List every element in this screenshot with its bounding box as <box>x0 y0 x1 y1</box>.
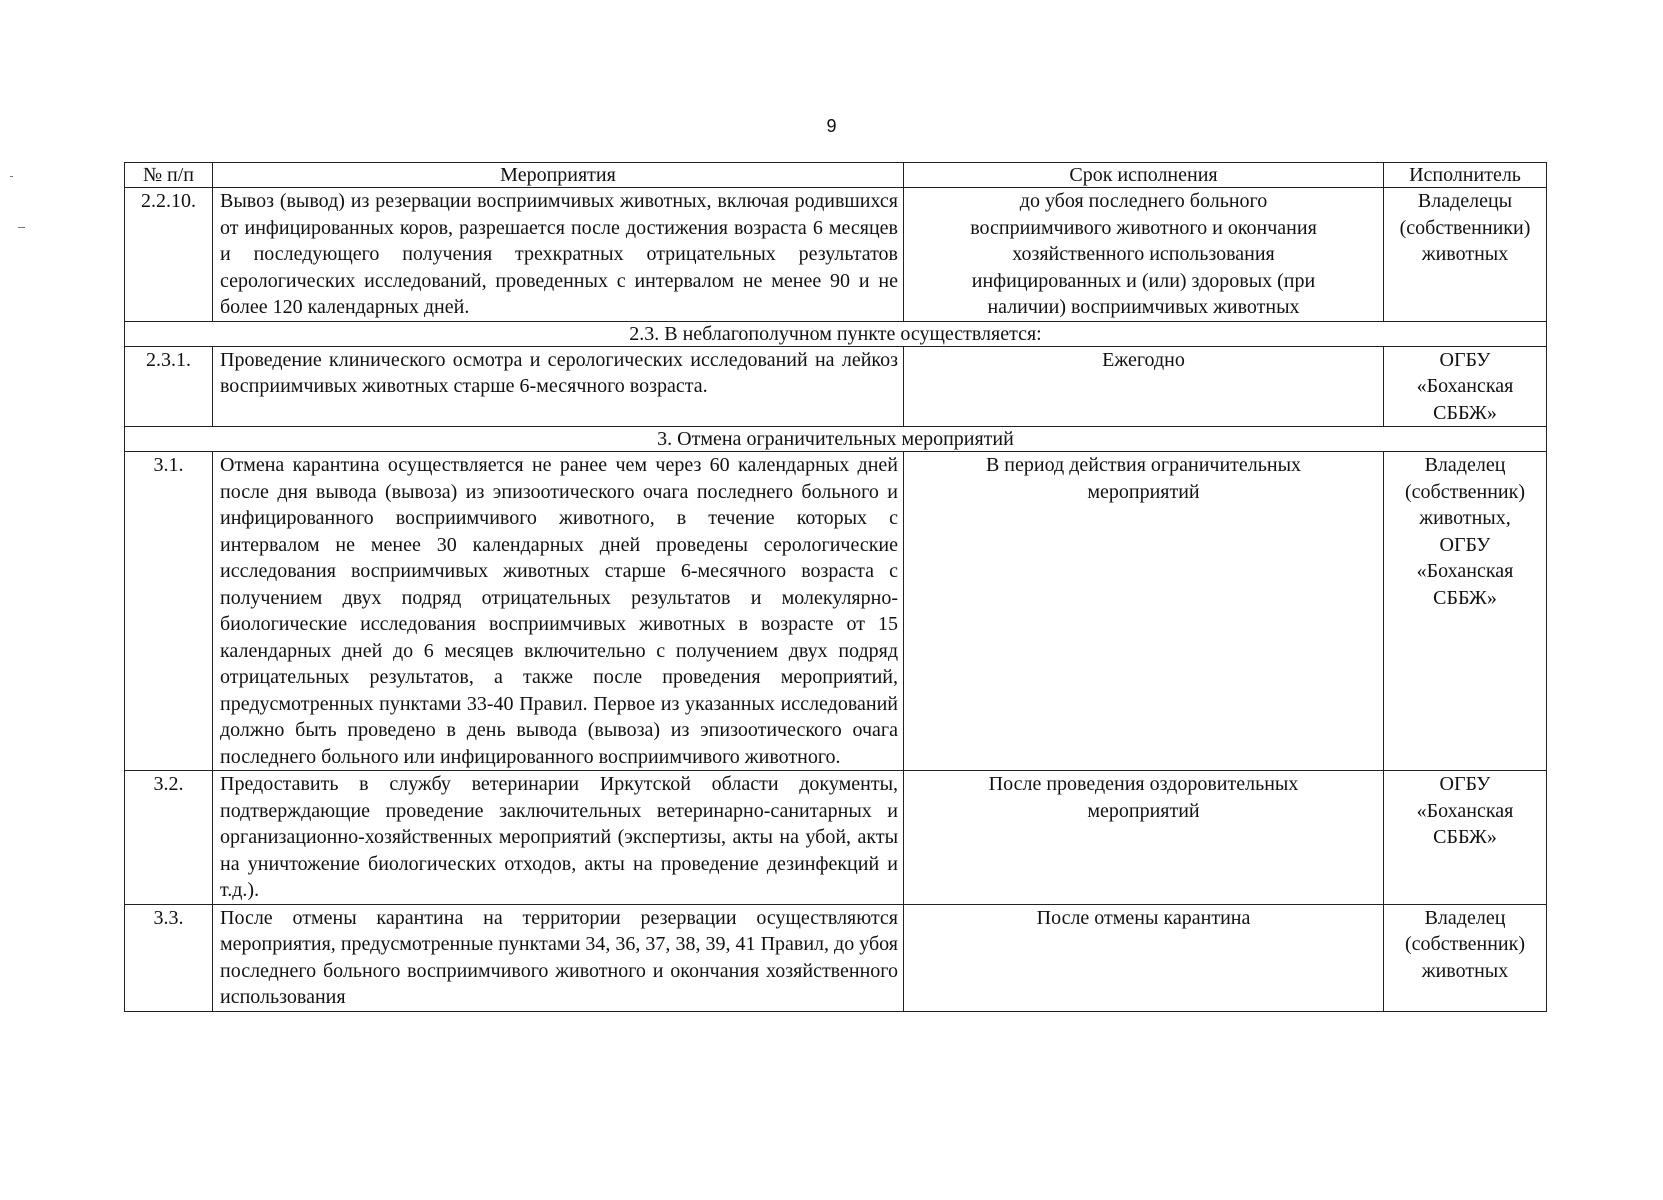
section-heading-row <box>125 321 1547 346</box>
measures-table <box>124 162 1547 1012</box>
table-row <box>125 904 1547 1011</box>
margin-mark <box>18 227 25 228</box>
item-measure: После отмены карантина на территории резервации осуществляются мероприятия, предусмотренные пунктами 34, 36, 37, 38, 39, 41 Правил, до убоя последнего больного восприимчивого животного и окончания хозяйственного использования <box>213 904 904 1011</box>
item-measure: Отмена карантина осуществляется не ранее чем через 60 календарных дней после дня вывода (вывоза) из эпизоотического очага последнего больного и инфицированного восприимчивого животного, в течение которых с интервалом не менее 30 календарных дней проведены серологические исследования восприимчивых животных старше 6-месячного возраста с получением двух подряд отрицательных результатов и молекулярно-биологические исследования восприимчивых животных в возрасте от 15 календарных дней до 6 месяцев включительно с получением двух подряд отрицательных результатов, а также после проведения мероприятий, предусмотренных пунктами 33-40 Правил. Первое из указанных исследований должно быть проведено в день вывода (вывоза) из эпизоотического очага последнего больного или инфицированного восприимчивого животного. <box>213 452 904 771</box>
table-row <box>125 452 1547 771</box>
header-term: Срок исполнения <box>904 163 1384 188</box>
item-executor: ОГБУ «Боханская СББЖ» <box>1384 346 1547 427</box>
item-term: Ежегодно <box>904 346 1384 427</box>
page-number: 9 <box>826 116 837 136</box>
item-term: После отмены карантина <box>904 904 1384 1011</box>
item-measure: Вывоз (вывод) из резервации восприимчивых животных, включая родившихся от инфицированных коров, разрешается после достижения возраста 6 месяцев и последующего получения трехкратных отрицательных результатов серологических исследований, проведенных с интервалом не менее 90 и не более 120 календарных дней. <box>213 188 904 322</box>
item-executor: Владелецы (собственники) животных <box>1384 188 1547 322</box>
section-heading-row <box>125 427 1547 452</box>
header-measures: Мероприятия <box>213 163 904 188</box>
item-measure: Предоставить в службу ветеринарии Иркутской области документы, подтверждающие проведение заключительных ветеринарно-санитарных и организационно-хозяйственных мероприятий (экспертизы, акты на убой, акты на уничтожение биологических отходов, акты на проведение дезинфекций и т.д.). <box>213 771 904 905</box>
item-number: 2.3.1. <box>125 346 213 427</box>
section-heading: 2.3. В неблагополучном пункте осуществляется: <box>125 321 1547 346</box>
table-row <box>125 771 1547 905</box>
item-term: до убоя последнего больного восприимчивого животного и окончания хозяйственного использования инфицированных и (или) здоровых (при наличии) восприимчивых животных <box>904 188 1384 322</box>
header-number: № п/п <box>125 163 213 188</box>
item-executor: Владелец (собственник) животных <box>1384 904 1547 1011</box>
item-number: 3.1. <box>125 452 213 771</box>
table-row <box>125 188 1547 322</box>
item-executor: Владелец (собственник) животных, ОГБУ «Боханская СББЖ» <box>1384 452 1547 771</box>
item-executor: ОГБУ «Боханская СББЖ» <box>1384 771 1547 905</box>
item-measure: Проведение клинического осмотра и серологических исследований на лейкоз восприимчивых животных старше 6-месячного возраста. <box>213 346 904 427</box>
section-heading: 3. Отмена ограничительных мероприятий <box>125 427 1547 452</box>
item-term: В период действия ограничительных мероприятий <box>904 452 1384 771</box>
table-header-row <box>125 163 1547 188</box>
item-number: 2.2.10. <box>125 188 213 322</box>
margin-mark <box>10 176 13 177</box>
item-number: 3.2. <box>125 771 213 905</box>
header-executor: Исполнитель <box>1384 163 1547 188</box>
item-term: После проведения оздоровительных мероприятий <box>904 771 1384 905</box>
item-number: 3.3. <box>125 904 213 1011</box>
table-row <box>125 346 1547 427</box>
